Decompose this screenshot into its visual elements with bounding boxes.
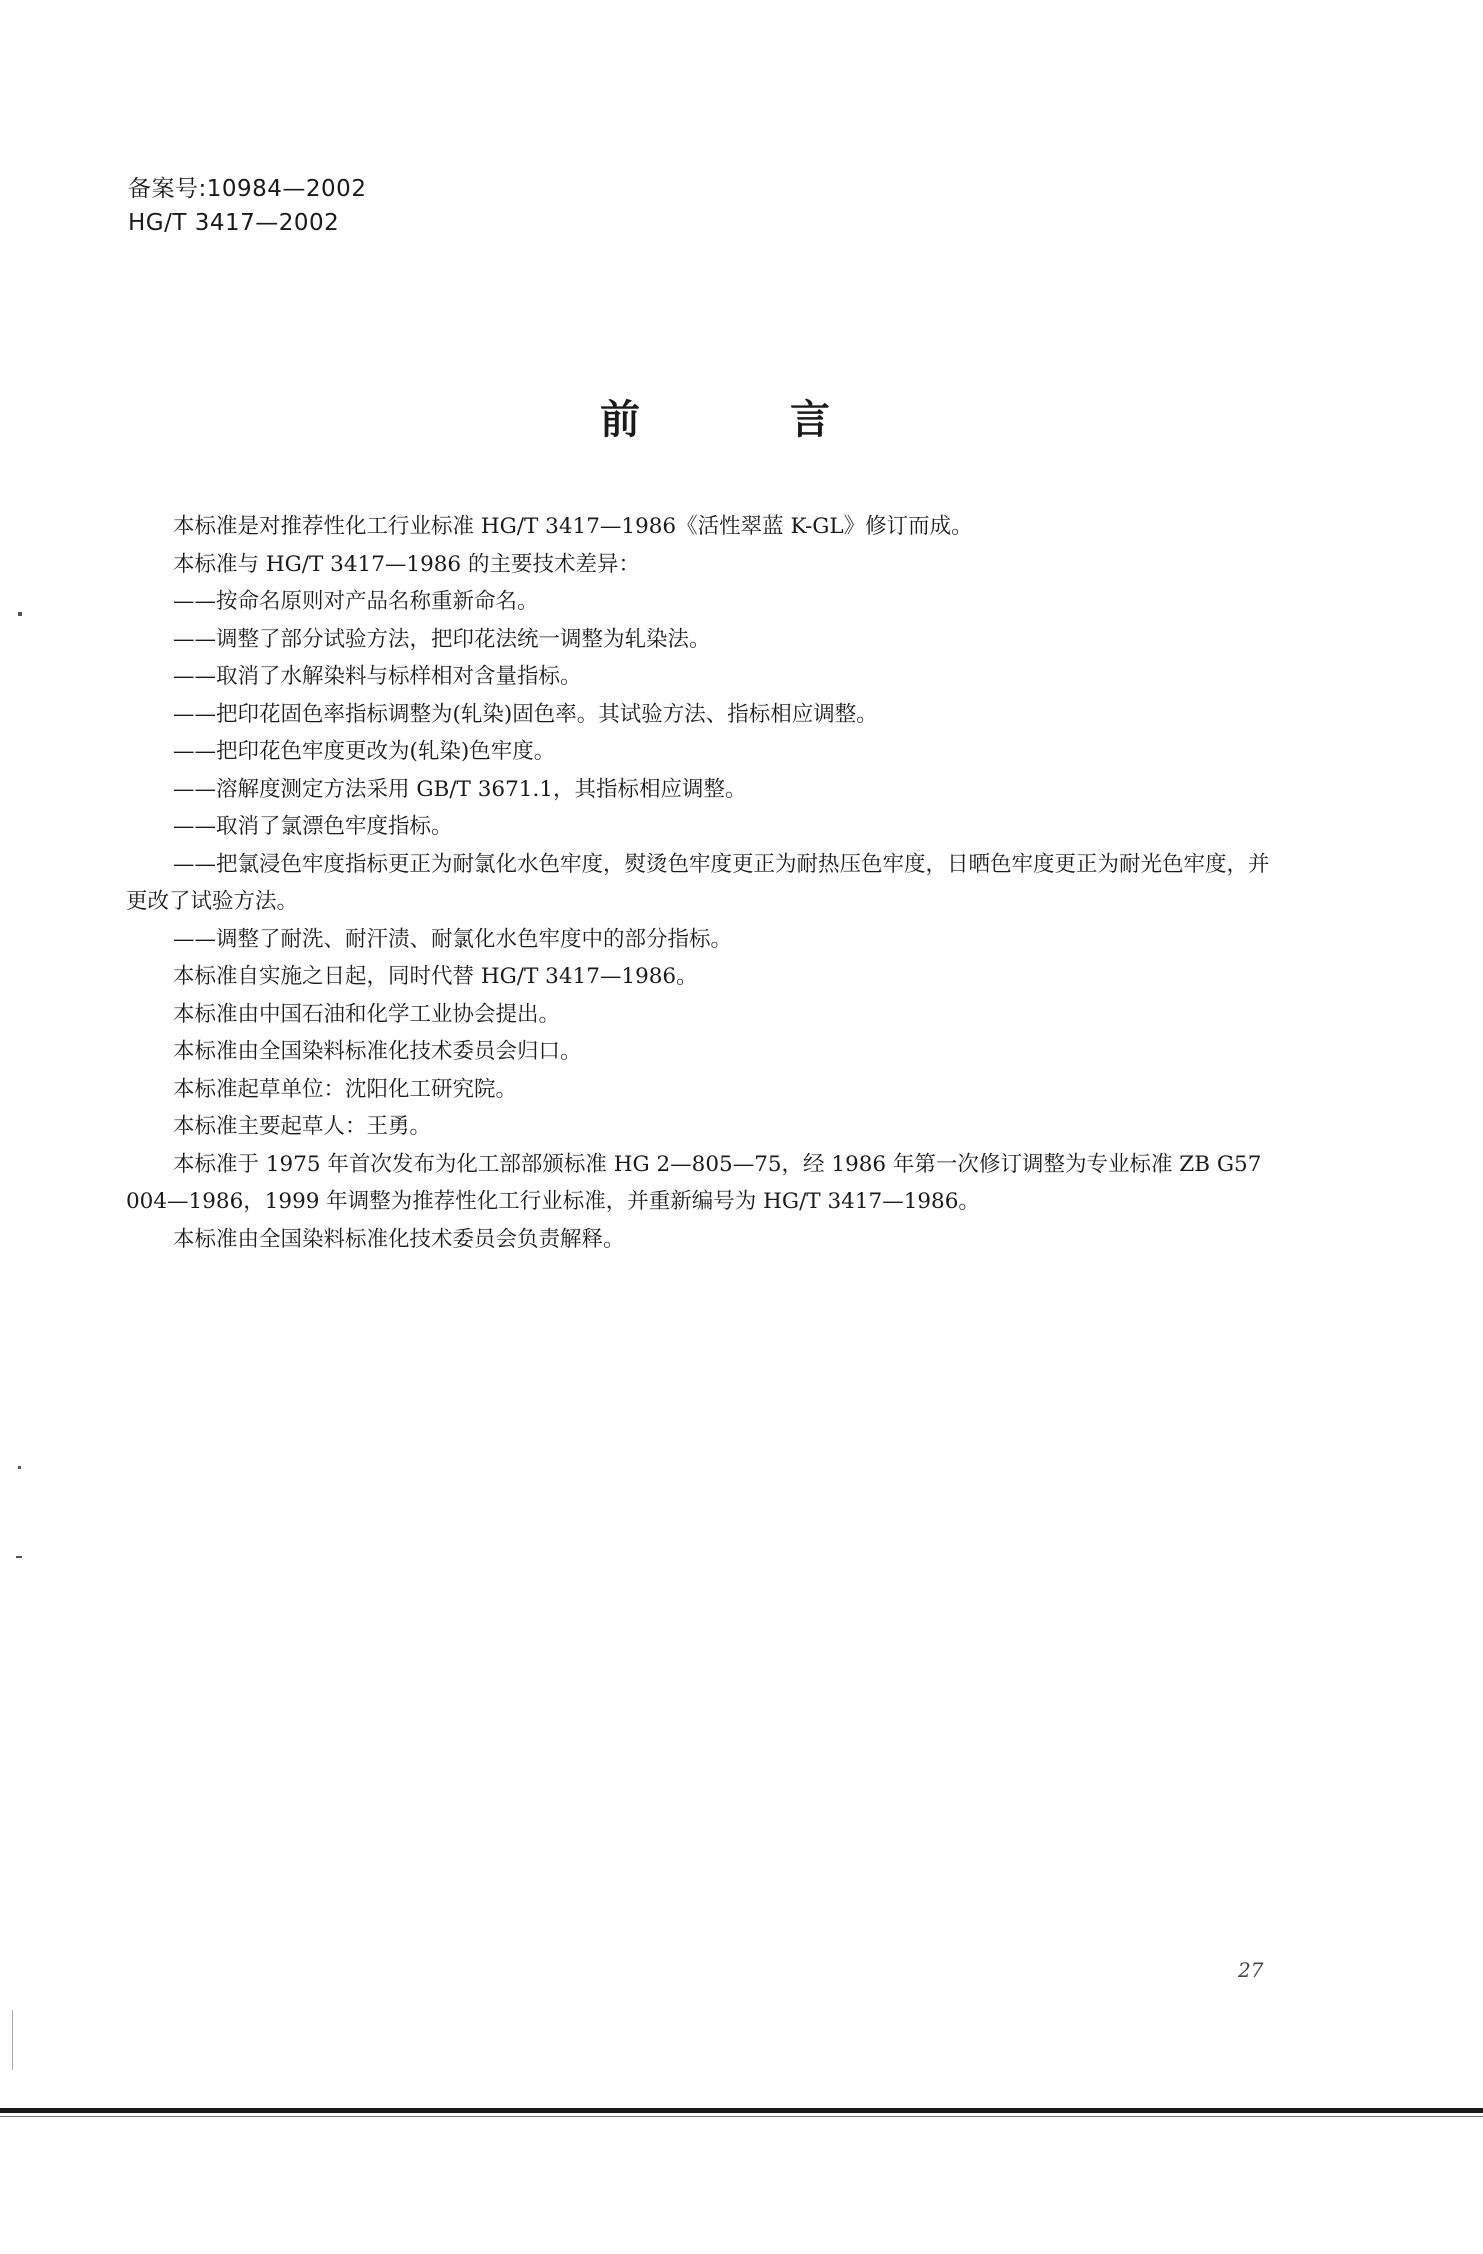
list-item: ——溶解度测定方法采用 GB/T 3671.1，其指标相应调整。 — [173, 776, 747, 802]
paragraph: 本标准由中国石油和化学工业协会提出。 — [173, 1001, 561, 1027]
scan-artifact — [18, 1466, 21, 1469]
paragraph: 本标准自实施之日起，同时代替 HG/T 3417—1986。 — [173, 964, 698, 989]
paragraph: 本标准由全国染料标准化技术委员会归口。 — [173, 1039, 582, 1064]
bottom-rule-thin — [0, 2116, 1483, 2117]
paragraph: 本标准于 1975 年首次发布为化工部部颁标准 HG 2—805—75，经 1986 年第一次修订调整为专业标准 ZB G57 004—1986，1999 年调整为推荐性化工行业标准，并重新编号为 HG/T 3417—1986。 — [126, 1151, 1262, 1214]
bottom-rule — [0, 2108, 1483, 2113]
list-item: ——取消了氯漂色牢度指标。 — [173, 814, 453, 839]
page-title — [600, 388, 830, 445]
paragraph: 本标准起草单位：沈阳化工研究院。 — [173, 1076, 518, 1102]
paragraph: 本标准是对推荐性化工行业标准 HG/T 3417—1986《活性翠蓝 K-GL》修订而成。 — [173, 514, 973, 539]
list-item: ——把印花固色率指标调整为(轧染)固色率。其试验方法、指标相应调整。 — [173, 701, 878, 727]
list-item: ——取消了水解染料与标样相对含量指标。 — [173, 664, 582, 689]
paragraph: 本标准由全国染料标准化技术委员会负责解释。 — [173, 1226, 625, 1252]
scan-artifact — [18, 612, 22, 616]
scan-artifact — [12, 2010, 13, 2070]
list-item: ——调整了耐洗、耐汗渍、耐氯化水色牢度中的部分指标。 — [173, 926, 733, 952]
standard-code: HG/T 3417—2002 — [128, 210, 340, 236]
foreword-body — [126, 508, 1286, 1258]
list-item: ——调整了部分试验方法，把印花法统一调整为轧染法。 — [173, 626, 711, 652]
paragraph: 本标准与 HG/T 3417—1986 的主要技术差异： — [173, 551, 640, 577]
list-item: ——把氯浸色牢度指标更正为耐氯化水色牢度，熨烫色牢度更正为耐热压色牢度，日晒色牢度更正为耐光色牢度，并更改了试验方法。 — [126, 851, 1270, 914]
list-item: ——把印花色牢度更改为(轧染)色牢度。 — [173, 739, 556, 764]
scan-artifact — [16, 1556, 22, 1558]
record-number: 备案号:10984—2002 — [128, 176, 367, 202]
paragraph: 本标准主要起草人：王勇。 — [173, 1114, 432, 1139]
page-number: 27 — [1238, 1958, 1264, 1982]
title-char-2: 言 — [790, 396, 830, 443]
list-item: ——按命名原则对产品名称重新命名。 — [173, 589, 539, 614]
title-char-1: 前 — [600, 396, 640, 443]
